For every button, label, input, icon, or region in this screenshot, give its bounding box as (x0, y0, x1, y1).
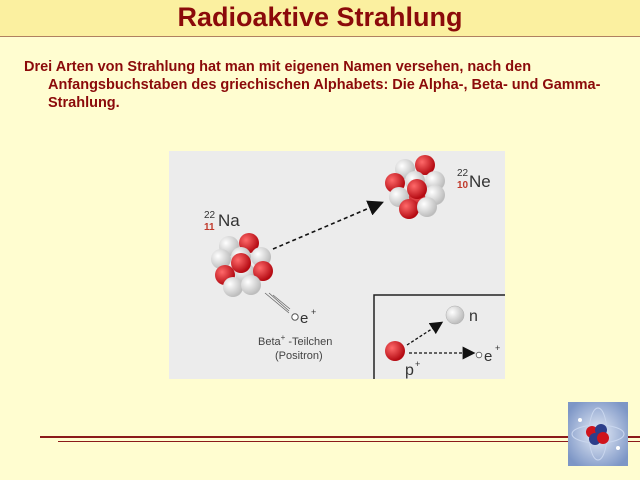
beta-plus-decay-figure (169, 151, 505, 379)
positron-dot (292, 314, 298, 320)
inset-positron-charge: + (495, 343, 501, 353)
na-atomic-number: 11 (204, 222, 215, 233)
na-symbol: Na (218, 211, 240, 230)
ne-mass-number: 22 (457, 168, 469, 179)
na-mass-number: 22 (204, 210, 216, 221)
inset-proton (385, 341, 405, 361)
beta-caption-line2: (Positron) (275, 350, 323, 362)
body-paragraph: Drei Arten von Strahlung hat man mit eigenen Namen versehen, nach den Anfangsbuchstaben des griechischen Alphabets: Die Alpha-, Beta- und Gamma-Strahlung. (24, 59, 601, 111)
inset-neutron (446, 306, 464, 324)
title-divider (0, 36, 640, 37)
inset-proton-label: p (405, 362, 414, 379)
inset-proton-charge: + (415, 359, 421, 369)
beta-caption-line1: Beta+ -Teilchen (258, 333, 333, 348)
positron-charge: + (311, 307, 317, 317)
footer-rule-top (40, 436, 640, 438)
ne-atomic-number: 10 (457, 180, 469, 191)
footer-rule-bottom (58, 441, 640, 442)
ne-symbol: Ne (469, 172, 491, 191)
page-title: Radioaktive Strahlung (177, 2, 463, 32)
inset-neutron-label: n (469, 308, 478, 325)
inset-positron-dot (476, 352, 482, 358)
inset-positron-label: e (484, 348, 493, 365)
atom-logo-icon (568, 402, 628, 466)
positron-label: e (300, 310, 309, 327)
